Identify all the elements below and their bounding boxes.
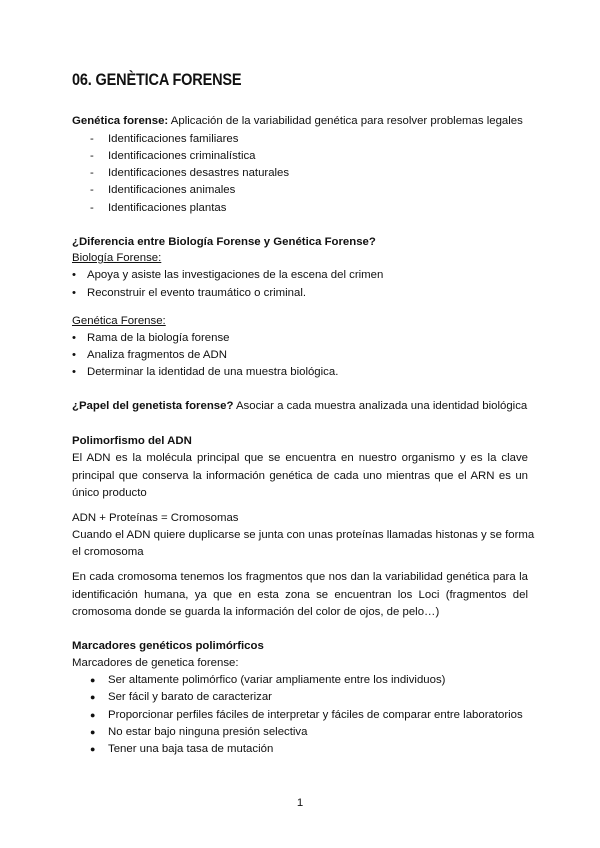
list-item: ● Tener una baja tasa de mutación: [90, 743, 274, 755]
paragraph-line: Cuando el ADN quiere duplicarse se junta con unas proteínas llamadas histonas y se forma: [72, 529, 535, 541]
formula-line: ADN + Proteínas = Cromosomas: [72, 512, 239, 524]
paragraph-line: el cromosoma: [72, 546, 144, 558]
papel-text: Asociar a cada muestra analizada una identidad biológica: [233, 400, 528, 412]
list-item: - Identificaciones animales: [90, 184, 236, 196]
paragraph-line: identificación humana, ya que en esta zona se encuentran los Loci (fragmentos del: [72, 589, 528, 601]
list-item: ● No estar bajo ninguna presión selectiva: [90, 726, 308, 738]
marcadores-heading: Marcadores genéticos polimórficos: [72, 640, 264, 652]
page-number: 1: [296, 797, 304, 809]
page-title: 06. GENÈTICA FORENSE: [72, 71, 242, 89]
paragraph-line: El ADN es la molécula principal que se encuentra en nuestro organismo y es la clave: [72, 452, 528, 464]
genetica-forense-label: Genética Forense:: [72, 315, 166, 327]
list-item: - Identificaciones desastres naturales: [90, 167, 290, 179]
genetica-label: Genética forense:: [72, 115, 169, 127]
list-item: ● Ser fácil y barato de caracterizar: [90, 691, 272, 703]
list-item: - Identificaciones criminalística: [90, 150, 256, 162]
marcadores-intro: Marcadores de genetica forense:: [72, 657, 239, 669]
papel-line: [72, 399, 527, 413]
biologia-label: Biología Forense:: [72, 252, 162, 264]
genetica-text: Aplicación de la variabilidad genética para resolver problemas legales: [168, 115, 523, 127]
list-item: • Determinar la identidad de una muestra biológica.: [72, 366, 339, 378]
list-item: • Reconstruir el evento traumático o criminal.: [72, 287, 307, 299]
list-item: ● Proporcionar perfiles fáciles de interpretar y fáciles de comparar entre laboratorios: [90, 709, 523, 721]
papel-label: ¿Papel del genetista forense?: [72, 400, 234, 412]
paragraph-line: principal que conserva la información genética de cada uno mientras que el ARN es un: [72, 470, 528, 482]
polimorfismo-heading: Polimorfismo del ADN: [72, 435, 192, 447]
list-item: • Rama de la biología forense: [72, 332, 230, 344]
list-item: - Identificaciones plantas: [90, 202, 227, 214]
paragraph-line: único producto: [72, 487, 147, 499]
list-item: ● Ser altamente polimórfico (variar ampliamente entre los individuos): [90, 674, 446, 686]
list-item: • Apoya y asiste las investigaciones de la escena del crimen: [72, 269, 384, 281]
paragraph-line: En cada cromosoma tenemos los fragmentos que nos dan la variabilidad genética para la: [72, 571, 528, 583]
diferencia-heading: ¿Diferencia entre Biología Forense y Genética Forense?: [72, 236, 376, 248]
genetica-definition: [72, 114, 523, 128]
list-item: - Identificaciones familiares: [90, 133, 239, 145]
list-item: • Analiza fragmentos de ADN: [72, 349, 227, 361]
paragraph-line: cromosoma donde se guarda la información del color de ojos, de pelo…): [72, 606, 440, 618]
